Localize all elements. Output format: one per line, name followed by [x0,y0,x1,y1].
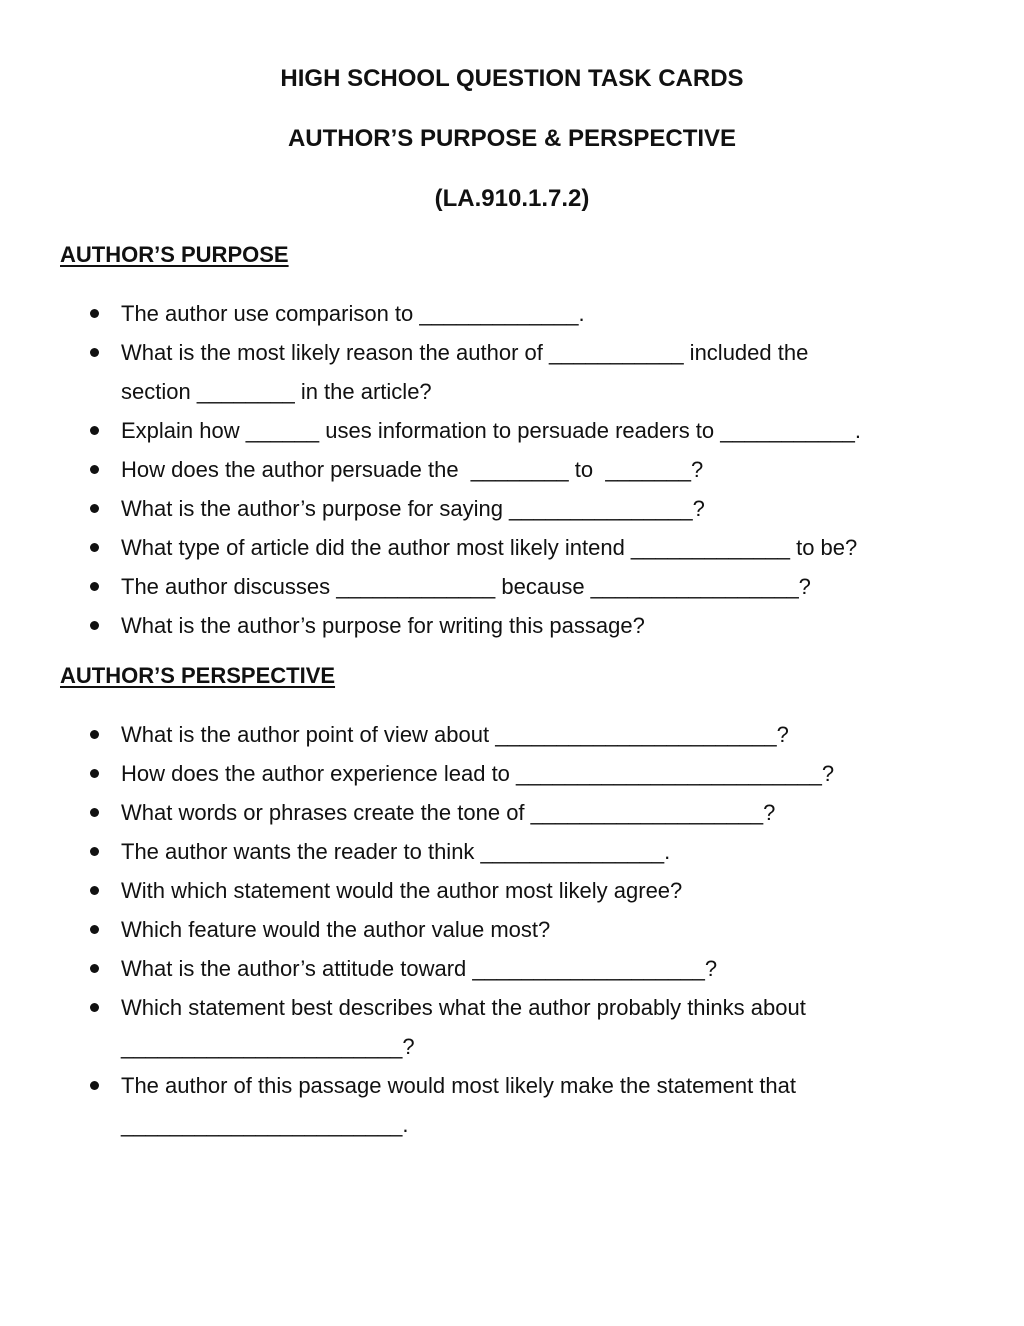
bullet-icon [90,465,99,474]
list-item [0,411,1024,450]
question-text: The author wants the reader to think _______________. [121,839,671,864]
question-text-continued: section ________ in the article? [121,379,432,404]
bullet-icon [90,582,99,591]
bullet-icon [90,847,99,856]
list-item [0,910,1024,949]
purpose-question-list [0,294,1024,645]
bullet-icon [90,348,99,357]
bullet-icon [90,621,99,630]
question-text: What is the author’s purpose for saying _______________? [121,496,705,521]
bullet-icon [90,886,99,895]
question-text: What words or phrases create the tone of ___________________? [121,800,776,825]
list-item [0,988,1024,1066]
section-heading-purpose: AUTHOR’S PURPOSE [60,242,289,267]
bullet-icon [90,925,99,934]
page-subtitle: AUTHOR’S PURPOSE & PERSPECTIVE [287,125,737,152]
list-item [0,1066,1024,1144]
question-text: Which statement best describes what the author probably thinks about [121,995,806,1020]
question-text: What is the author’s purpose for writing this passage? [121,613,645,638]
question-text: The author use comparison to _____________. [121,301,585,326]
question-text-continued: _______________________. [121,1112,409,1137]
perspective-question-list [0,715,1024,1144]
bullet-icon [90,1003,99,1012]
question-text: Which feature would the author value most? [121,917,551,942]
list-item [0,793,1024,832]
list-item [0,567,1024,606]
bullet-icon [90,730,99,739]
bullet-icon [90,309,99,318]
list-item [0,528,1024,567]
page-title: HIGH SCHOOL QUESTION TASK CARDS [280,65,744,92]
bullet-icon [90,426,99,435]
list-item [0,294,1024,333]
list-item [0,606,1024,645]
standard-code: (LA.910.1.7.2) [434,185,590,212]
list-item [0,450,1024,489]
question-text: Explain how ______ uses information to persuade readers to ___________. [121,418,861,443]
question-text: What is the author’s attitude toward ___________________? [121,956,718,981]
list-item [0,832,1024,871]
bullet-icon [90,543,99,552]
question-text: What type of article did the author most likely intend _____________ to be? [121,535,858,560]
bullet-icon [90,1081,99,1090]
bullet-icon [90,504,99,513]
list-item [0,715,1024,754]
bullet-icon [90,769,99,778]
question-text: What is the author point of view about _______________________? [121,722,789,747]
list-item [0,871,1024,910]
bullet-icon [90,808,99,817]
list-item [0,333,1024,411]
question-text: The author discusses _____________ because _________________? [121,574,811,599]
question-text: The author of this passage would most likely make the statement that [121,1073,797,1098]
list-item [0,949,1024,988]
question-text: What is the most likely reason the author of ___________ included the [121,340,809,365]
question-text-continued: _______________________? [121,1034,415,1059]
list-item [0,754,1024,793]
section-heading-perspective: AUTHOR’S PERSPECTIVE [60,663,336,688]
question-text: With which statement would the author most likely agree? [121,878,683,903]
list-item [0,489,1024,528]
bullet-icon [90,964,99,973]
question-text: How does the author experience lead to _________________________? [121,761,835,786]
question-text: How does the author persuade the ________ to _______? [121,457,704,482]
